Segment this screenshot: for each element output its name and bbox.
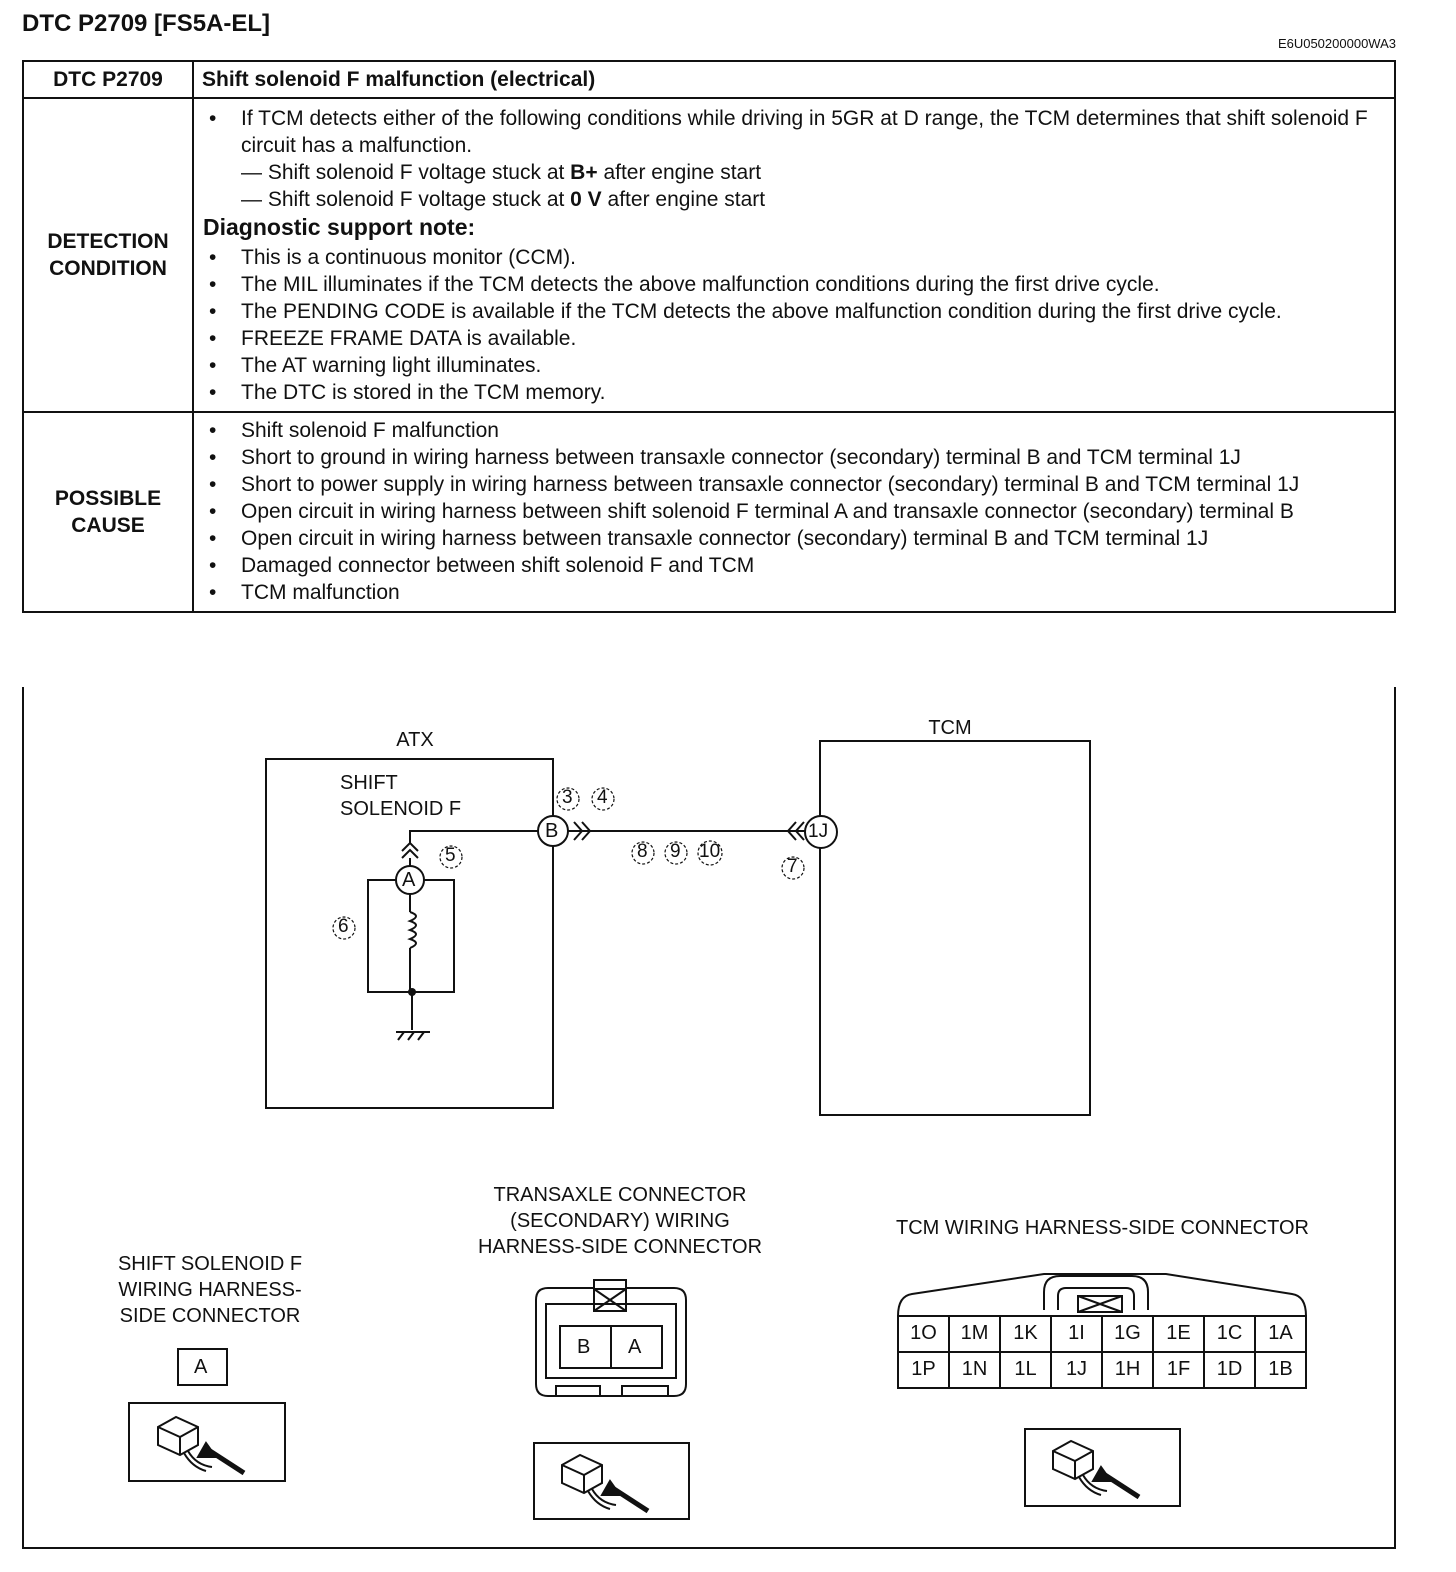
- tcm-pin-1d: 1D: [1216, 1358, 1243, 1380]
- list-item: • Open circuit in wiring harness between shift solenoid F terminal A and transaxle connector (secondary) terminal B: [241, 498, 1387, 525]
- ref-number-4: 4: [597, 787, 608, 808]
- tcm-box: [820, 741, 1090, 1115]
- tcm-pin-1l: 1L: [1014, 1358, 1037, 1380]
- solenoid-label-line2: SOLENOID F: [340, 798, 462, 820]
- tcm-pin-1a: 1A: [1268, 1322, 1293, 1344]
- ss-connector-title-line1: SHIFT SOLENOID F: [117, 1253, 303, 1275]
- dtc-description-cell: Shift solenoid F malfunction (electrical): [193, 61, 1395, 98]
- tcm-pin-1k: 1K: [1013, 1322, 1038, 1344]
- pin-b-label: B: [545, 820, 559, 842]
- tx-connector-title-line1: TRANSAXLE CONNECTOR: [493, 1184, 747, 1206]
- ref-number-10: 10: [699, 841, 721, 862]
- detection-label-line1: DETECTION: [47, 230, 169, 253]
- tcm-pin-1g: 1G: [1114, 1322, 1141, 1344]
- ref-number-9: 9: [670, 841, 681, 862]
- tcm-pin-1j: 1J: [1065, 1358, 1088, 1380]
- possible-cause-label-line1: POSSIBLE: [54, 487, 162, 510]
- pin-1j-label: 1J: [808, 821, 829, 842]
- ref-number-7: 7: [787, 856, 798, 877]
- ss-connector-title-line2: WIRING HARNESS-: [118, 1279, 302, 1301]
- diagnostic-note-heading: Diagnostic support note:: [203, 214, 476, 240]
- tcm-pin-1b: 1B: [1268, 1358, 1293, 1380]
- list-item: • The MIL illuminates if the TCM detects the above malfunction conditions during the first drive cycle.: [241, 271, 1387, 298]
- tx-connector-title-line2: (SECONDARY) WIRING: [510, 1210, 730, 1232]
- tcm-connector-title: TCM WIRING HARNESS-SIDE CONNECTOR: [896, 1217, 1309, 1239]
- transaxle-connector-drawing: [536, 1280, 686, 1396]
- list-item: • The DTC is stored in the TCM memory.: [241, 379, 1387, 406]
- list-item: • This is a continuous monitor (CCM).: [241, 244, 1387, 271]
- document-code: E6U050200000WA3: [1277, 36, 1396, 51]
- list-item: • TCM malfunction: [241, 579, 1387, 606]
- tx-pin-b-label: B: [577, 1336, 591, 1358]
- tcm-pin-1c: 1C: [1216, 1322, 1243, 1344]
- solenoid-label: [340, 770, 461, 822]
- ref-number-5: 5: [445, 845, 456, 866]
- dtc-code-cell: DTC P2709: [23, 61, 193, 98]
- list-item: • The AT warning light illuminates.: [241, 352, 1387, 379]
- tcm-pin-1i: 1I: [1068, 1322, 1085, 1344]
- ss-pin-a-label: A: [194, 1356, 208, 1378]
- list-item: • Open circuit in wiring harness between transaxle connector (secondary) terminal B and TCM terminal 1J: [241, 525, 1387, 552]
- atx-label: ATX: [396, 729, 434, 751]
- ref-number-6: 6: [338, 916, 349, 937]
- page-title: DTC P2709 [FS5A-EL]: [22, 10, 271, 37]
- tcm-pin-1f: 1F: [1166, 1358, 1191, 1380]
- solenoid-lead-wire: [410, 831, 538, 843]
- tcm-pin-1e: 1E: [1166, 1322, 1191, 1344]
- ss-connector-view-icon: [129, 1403, 285, 1481]
- tx-pin-a-label: A: [628, 1336, 642, 1358]
- tcm-pin-1p: 1P: [911, 1358, 936, 1380]
- tcm-pin-1n: 1N: [961, 1358, 988, 1380]
- list-item: • FREEZE FRAME DATA is available.: [241, 325, 1387, 352]
- detection-sub-1: — Shift solenoid F voltage stuck at B+ after engine start: [241, 161, 762, 184]
- detection-intro: • If TCM detects either of the following conditions while driving in 5GR at D range, the TCM determines that shift solenoid F circuit has a malfunction.: [241, 105, 1387, 159]
- tx-connector-view-icon: [534, 1443, 689, 1519]
- detection-sub-2: — Shift solenoid F voltage stuck at 0 V after engine start: [241, 188, 766, 211]
- list-item: • The PENDING CODE is available if the TCM detects the above malfunction condition during the first drive cycle.: [241, 298, 1387, 325]
- tcm-label: TCM: [928, 717, 972, 739]
- tx-connector-title: [450, 1182, 790, 1260]
- list-item: • Short to ground in wiring harness between transaxle connector (secondary) terminal B and TCM terminal 1J: [241, 444, 1387, 471]
- ref-number-8: 8: [637, 841, 648, 862]
- ss-connector-title-line3: SIDE CONNECTOR: [119, 1305, 301, 1327]
- ss-connector-title: [90, 1251, 330, 1329]
- list-item: • Short to power supply in wiring harness between transaxle connector (secondary) terminal B and TCM terminal 1J: [241, 471, 1387, 498]
- tcm-pin-1o: 1O: [910, 1322, 937, 1344]
- list-item: • Shift solenoid F malfunction: [241, 417, 1387, 444]
- ref-number-3: 3: [562, 787, 573, 808]
- tx-connector-title-line3: HARNESS-SIDE CONNECTOR: [477, 1236, 763, 1258]
- pin-a-label: A: [402, 869, 416, 891]
- solenoid-coil-icon: [410, 912, 416, 948]
- detection-label-line2: CONDITION: [49, 257, 167, 280]
- tcm-pin-1h: 1H: [1114, 1358, 1141, 1380]
- possible-cause-label-line2: CAUSE: [71, 514, 145, 537]
- list-item: • Damaged connector between shift solenoid F and TCM: [241, 552, 1387, 579]
- junction-dot: [408, 988, 416, 996]
- tcm-pin-1m: 1M: [960, 1322, 989, 1344]
- connector-chevron-icon: [402, 850, 418, 858]
- solenoid-label-line1: SHIFT: [340, 772, 398, 794]
